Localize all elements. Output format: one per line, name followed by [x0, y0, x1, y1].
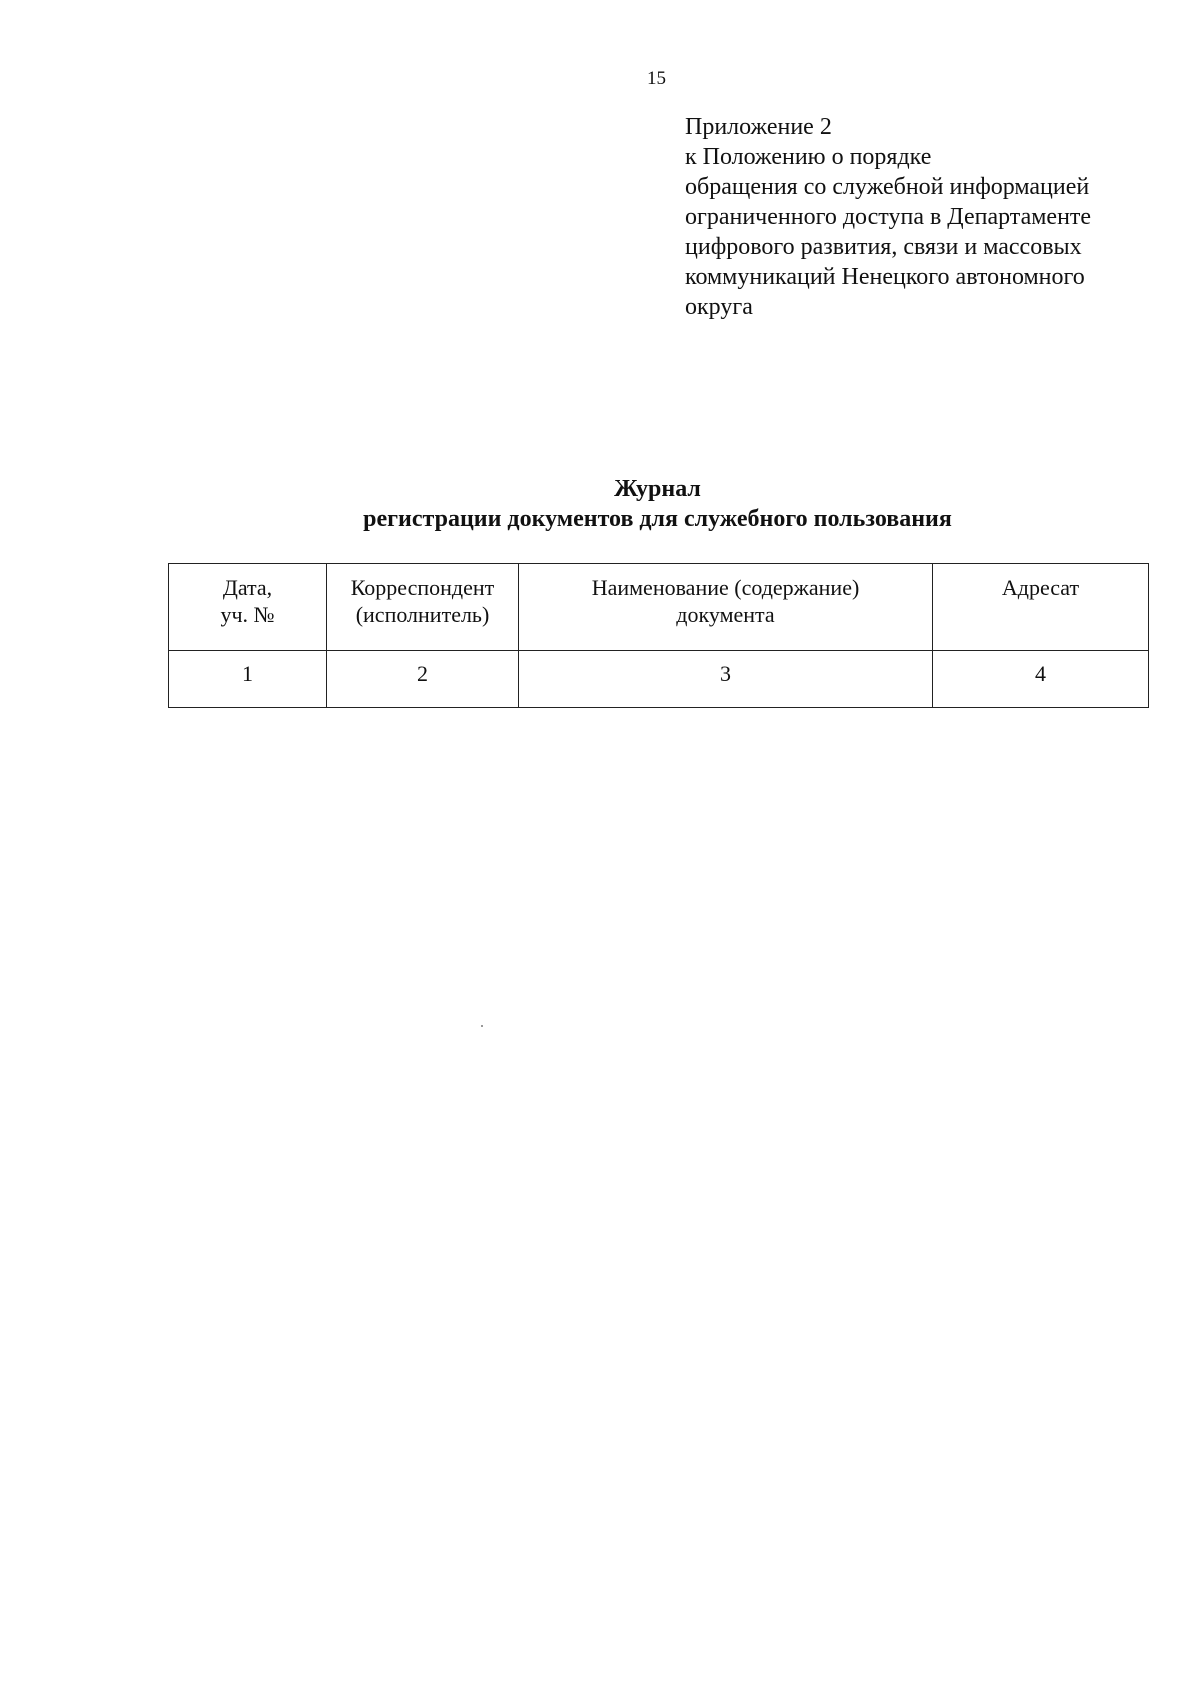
appendix-line: цифрового развития, связи и массовых: [685, 234, 1082, 260]
header-line: Корреспондент: [350, 575, 495, 600]
table-cell: 1: [169, 651, 327, 708]
table-cell: 4: [933, 651, 1149, 708]
scan-speck: [481, 1025, 483, 1027]
header-line: Наименование (содержание): [591, 575, 860, 600]
table-cell: 2: [327, 651, 519, 708]
journal-title: [0, 474, 1200, 534]
header-line: уч. №: [220, 602, 275, 627]
table-cell: 3: [519, 651, 933, 708]
appendix-line: ограниченного доступа в Департаменте: [685, 204, 1092, 230]
header-addressee: [933, 564, 1149, 651]
appendix-line: округа: [685, 294, 753, 320]
header-line: документа: [676, 602, 775, 627]
table-header-row: [169, 564, 1149, 651]
header-line: (исполнитель): [355, 602, 490, 627]
header-correspondent: [327, 564, 519, 651]
journal-subtitle-line: регистрации документов для служебного пользования: [363, 506, 952, 532]
appendix-line: к Положению о порядке: [685, 144, 932, 170]
registration-journal-table: [168, 563, 1149, 708]
journal-title-line: Журнал: [614, 476, 701, 502]
appendix-line: Приложение 2: [685, 114, 832, 140]
table-row: [169, 651, 1149, 708]
appendix-reference: [685, 112, 1165, 322]
header-line: Дата,: [222, 575, 273, 600]
header-document-name: [519, 564, 933, 651]
header-date-number: [169, 564, 327, 651]
header-line: Адресат: [1001, 575, 1080, 600]
page-number: 15: [647, 68, 666, 89]
appendix-line: обращения со служебной информацией: [685, 174, 1090, 200]
appendix-line: коммуникаций Ненецкого автономного: [685, 264, 1085, 290]
